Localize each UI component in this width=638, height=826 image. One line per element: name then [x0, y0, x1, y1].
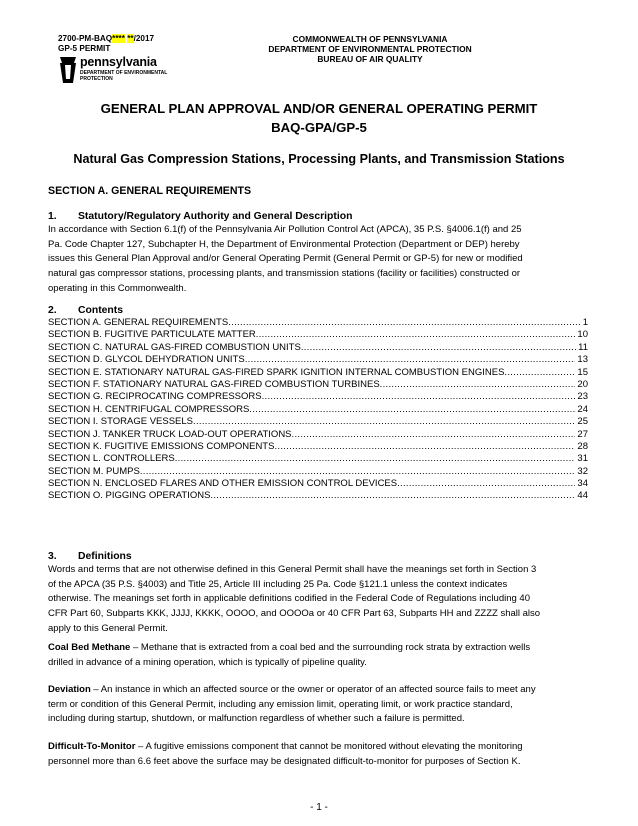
toc-entry[interactable]: SECTION M. PUMPS ..... 32	[48, 466, 588, 478]
toc-entry[interactable]: SECTION F. STATIONARY NATURAL GAS-FIRED COMBUSTION TURBINES ..... 20	[48, 379, 588, 391]
toc-entry[interactable]: SECTION C. NATURAL GAS-FIRED COMBUSTION UNITS ..... 11	[48, 342, 588, 354]
subsection-3-heading: 3. Definitions	[48, 551, 132, 562]
logo-wordmark: pennsylvania	[80, 55, 157, 69]
toc-entry[interactable]: SECTION L. CONTROLLERS ..... 31	[48, 453, 588, 465]
toc-entry[interactable]: SECTION B. FUGITIVE PARTICULATE MATTER ..... 10	[48, 329, 588, 341]
definition-term: Deviation	[48, 684, 91, 695]
page-number: - 1 -	[310, 802, 328, 813]
pennsylvania-keystone-logo-icon	[58, 55, 78, 85]
document-subtitle: Natural Gas Compression Stations, Processing Plants, and Transmission Stations	[73, 152, 565, 166]
toc-entry[interactable]: SECTION A. GENERAL REQUIREMENTS ..... 1	[48, 317, 588, 329]
logo-subtitle: DEPARTMENT OF ENVIRONMENTAL PROTECTION	[80, 70, 168, 82]
permit-label: GP-5 PERMIT	[58, 44, 111, 53]
toc-entry[interactable]: SECTION H. CENTRIFUGAL COMPRESSORS ..... 24	[48, 404, 588, 416]
document-code: BAQ-GPA/GP-5	[271, 120, 367, 135]
subsection-1-heading: 1. Statutory/Regulatory Authority and General Description	[48, 211, 353, 222]
subsection-1-body: In accordance with Section 6.1(f) of the Pennsylvania Air Pollution Control Act (APCA), 35 P.S. §4006.1(f) and 25 Pa. Code Chapter 127, Subchapter H, the Department of Environmental Protection (Department or DEP) hereby issues this General Plan Approval and/or General Operating Permit (General Permit or GP-5) for new or modified natural gas compressor stations, processing plants, and transmission stations (facility or facilities) constructed or operating in this Commonwealth.	[48, 224, 523, 294]
toc-entry[interactable]: SECTION J. TANKER TRUCK LOAD-OUT OPERATIONS ..... 27	[48, 429, 588, 441]
agency-line-1: COMMONWEALTH OF PENNSYLVANIA	[292, 34, 448, 44]
toc-entry[interactable]: SECTION O. PIGGING OPERATIONS ..... 44	[48, 490, 588, 502]
form-id-highlight-1: ****	[112, 34, 125, 43]
subsection-2-heading: 2. Contents	[48, 305, 124, 316]
form-id-highlight-2: **	[127, 34, 134, 43]
toc-entry[interactable]: SECTION E. STATIONARY NATURAL GAS-FIRED SPARK IGNITION INTERNAL COMBUSTION ENGINES ..... 15	[48, 367, 588, 379]
definition-term: Coal Bed Methane	[48, 642, 131, 653]
agency-line-3: BUREAU OF AIR QUALITY	[317, 54, 423, 64]
document-title: GENERAL PLAN APPROVAL AND/OR GENERAL OPERATING PERMIT	[100, 101, 538, 116]
toc-entry[interactable]: SECTION D. GLYCOL DEHYDRATION UNITS ..... 13	[48, 354, 588, 366]
definition-deviation: Deviation – An instance in which an affected source or the owner or operator of an affected source fails to meet any term or condition of this General Permit, including any emission limit, operating limit, or work practice standard, including during startup, shutdown, or malfunction regardless of whether such a failure is permitted.	[48, 684, 536, 725]
toc-entry[interactable]: SECTION G. RECIPROCATING COMPRESSORS ..... 23	[48, 391, 588, 403]
agency-header	[150, 34, 590, 64]
table-of-contents	[48, 317, 588, 503]
definition-coal-bed-methane: Coal Bed Methane – Methane that is extracted from a coal bed and the surrounding rock strata by extraction wells drilled in advance of a mining operation, which is typically of pipeline quality.	[48, 642, 531, 668]
toc-entry[interactable]: SECTION I. STORAGE VESSELS ..... 25	[48, 416, 588, 428]
section-a-heading: SECTION A. GENERAL REQUIREMENTS	[48, 185, 252, 197]
form-id-block	[58, 34, 154, 54]
agency-line-2: DEPARTMENT OF ENVIRONMENTAL PROTECTION	[268, 44, 472, 54]
definition-term: Difficult-To-Monitor	[48, 741, 136, 752]
subsection-3-body: Words and terms that are not otherwise defined in this General Permit shall have the meanings set forth in Section 3 of the APCA (35 P.S. §4003) and Title 25, Article III including 25 Pa. Code §121.1 unless the context indicates otherwise. The meanings set forth in applicable definitions codified in the Federal Code of Regulations including 40 CFR Part 60, Subparts KKK, JJJJ, KKKK, OOOO, and OOOOa or 40 CFR Part 63, Subparts HH and ZZZZ shall also apply to this General Permit.	[48, 564, 541, 634]
definition-difficult-to-monitor: Difficult-To-Monitor – A fugitive emissions component that cannot be monitored without elevating the monitoring personnel more than 6.6 feet above the surface may be designated difficult-to-monitor for purposes of Section K.	[48, 741, 523, 767]
toc-entry[interactable]: SECTION N. ENCLOSED FLARES AND OTHER EMISSION CONTROL DEVICES ..... 34	[48, 478, 588, 490]
form-id: 2700-PM-BAQ**** **/2017	[58, 34, 155, 43]
toc-entry[interactable]: SECTION K. FUGITIVE EMISSIONS COMPONENTS ..... 28	[48, 441, 588, 453]
